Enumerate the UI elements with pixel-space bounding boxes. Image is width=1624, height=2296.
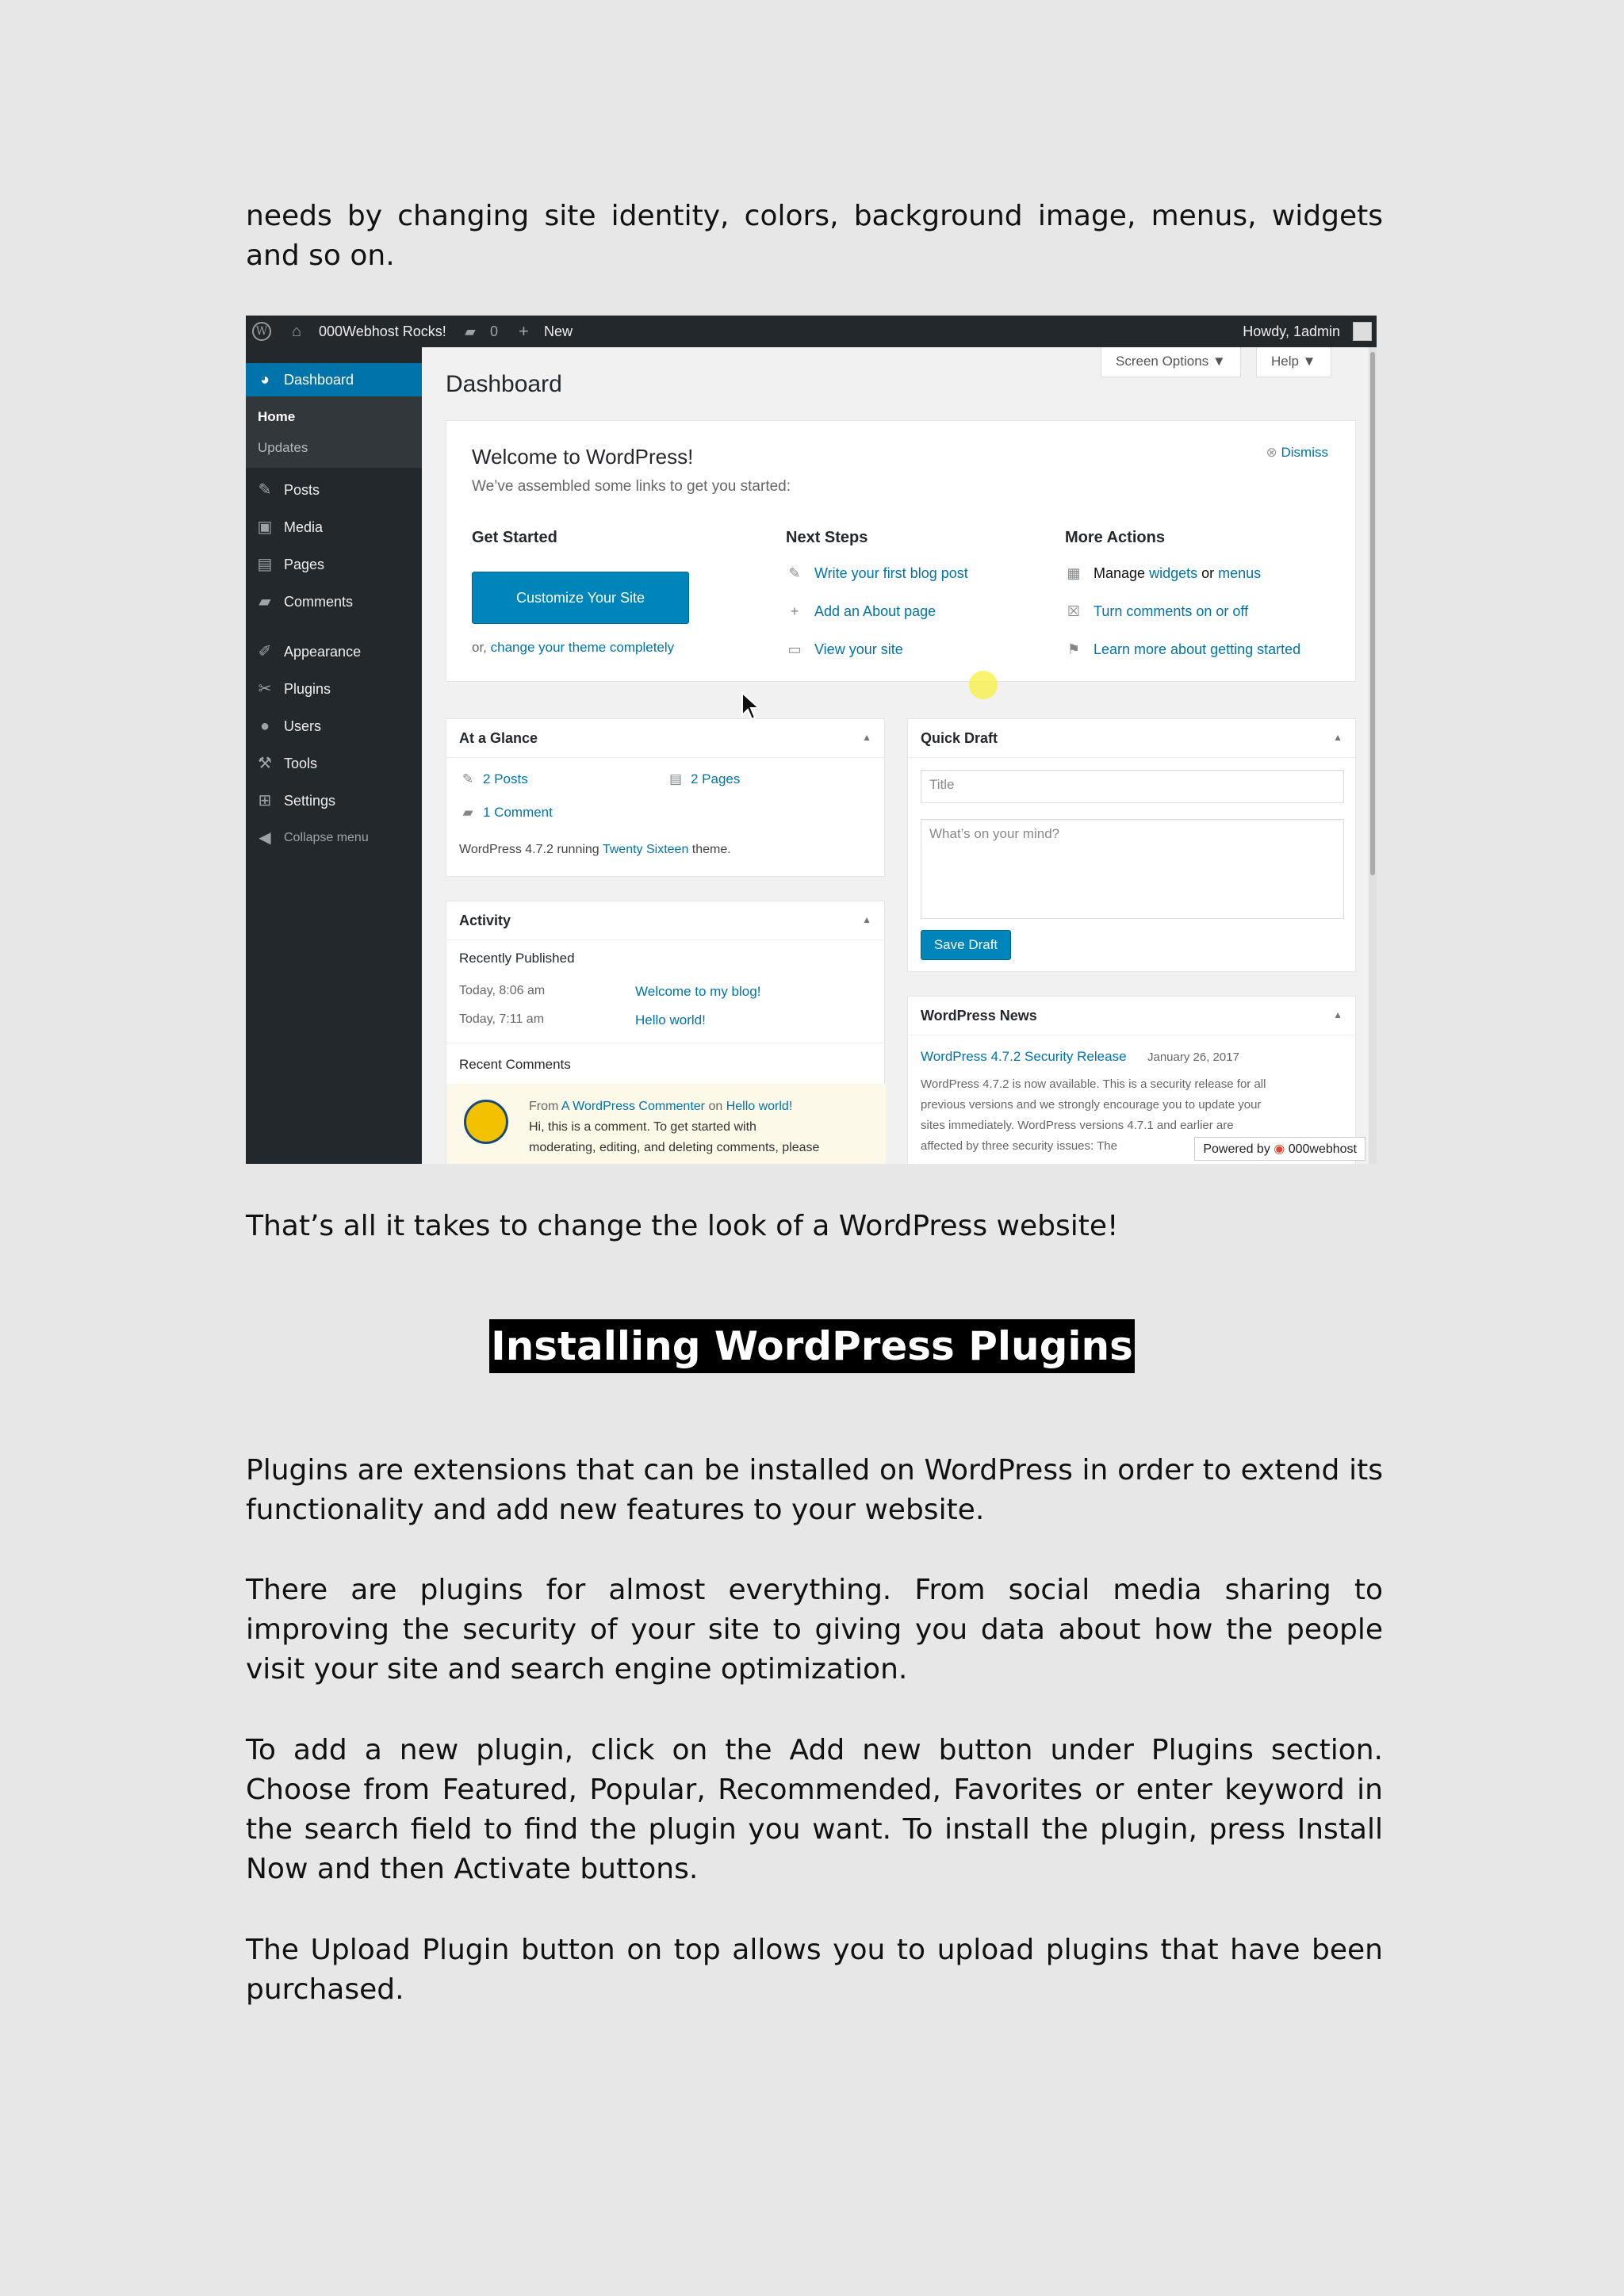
admin-bar	[246, 316, 1377, 347]
avatar[interactable]	[1353, 322, 1372, 341]
wordpress-dashboard-screenshot	[246, 316, 1377, 1164]
theme-link[interactable]: Twenty Sixteen	[602, 843, 689, 856]
comment-post-link[interactable]: Hello world!	[726, 1100, 793, 1113]
customize-site-button[interactable]: Customize Your Site	[472, 572, 689, 624]
body-paragraph: To add a new plugin, click on the Add new button under Plugins section. Choose from Featured, Popular, Recommended, Favorites or enter keyword in the search field to find the plugin you want. To install the plugin, press Install Now and then Activate buttons.	[246, 1734, 1383, 1885]
sidebar-item-comments[interactable]: ▰ Comments	[246, 587, 422, 616]
welcome-panel	[446, 420, 1356, 682]
site-name-link[interactable]: 000Webhost Rocks!	[319, 323, 446, 339]
next-steps-heading: Next Steps	[786, 529, 868, 546]
write-post-link[interactable]: ✎ Write your first blog post	[786, 565, 968, 582]
panel-toggle-icon[interactable]: ▲	[862, 732, 871, 743]
intro-paragraph: needs by changing site identity, colors, background image, menus, widgets and so on.	[246, 200, 1383, 272]
page-title: Dashboard	[446, 371, 562, 397]
pin-icon: ✎	[462, 771, 474, 786]
quick-draft-panel	[907, 718, 1356, 972]
home-icon[interactable]: ⌂	[292, 323, 302, 340]
pages-icon: ▤	[668, 771, 683, 786]
plug-icon: ✂	[258, 680, 272, 698]
sidebar-item-pages[interactable]: ▤ Pages	[246, 550, 422, 579]
plus-icon[interactable]: +	[519, 321, 529, 341]
mouse-cursor-icon	[741, 691, 761, 721]
plus-icon: +	[790, 603, 799, 619]
panel-toggle-icon[interactable]: ▲	[1333, 732, 1342, 743]
close-icon: ⊗	[1266, 445, 1277, 460]
panel-toggle-icon[interactable]: ▲	[1333, 1009, 1342, 1020]
news-excerpt: sites immediately. WordPress versions 4.7.1 and earlier are	[921, 1119, 1234, 1132]
pages-icon: ▤	[257, 556, 273, 573]
save-draft-button[interactable]: Save Draft	[921, 930, 1011, 960]
comment-count[interactable]: 0	[490, 323, 499, 339]
comment-icon: ▰	[259, 593, 271, 610]
flame-icon: ◉	[1274, 1142, 1285, 1156]
sidebar-item-posts[interactable]: ✎ Posts	[246, 476, 422, 504]
news-headline-link[interactable]: WordPress 4.7.2 Security Release	[921, 1049, 1127, 1064]
comment-text: Hi, this is a comment. To get started with	[529, 1120, 756, 1134]
recently-published-heading: Recently Published	[459, 951, 575, 966]
dashboard-submenu	[246, 396, 422, 468]
more-actions-heading: More Actions	[1065, 529, 1165, 546]
dashboard-icon: ◕	[259, 371, 270, 388]
comments-count-link[interactable]: ▰ 1 Comment	[459, 805, 553, 821]
pages-count-link[interactable]: ▤ 2 Pages	[667, 771, 740, 787]
panel-toggle-icon[interactable]: ▲	[862, 914, 871, 925]
new-link[interactable]: New	[544, 323, 573, 339]
get-started-heading: Get Started	[472, 529, 557, 546]
dismiss-link[interactable]: ⊗ Dismiss	[1266, 445, 1328, 460]
sidebar-item-plugins[interactable]: ✂ Plugins	[246, 675, 422, 703]
body-paragraph: There are plugins for almost everything. From social media sharing to improving the security of your site to giving you data about how the people visit your site and search engine optimization.	[246, 1574, 1383, 1686]
add-about-link[interactable]: + Add an About page	[786, 603, 936, 620]
monitor-icon: ▭	[787, 641, 802, 657]
sidebar-item-settings[interactable]: ⊞ Settings	[246, 786, 422, 815]
brush-icon: ✐	[258, 643, 272, 660]
widgets-link[interactable]: widgets	[1149, 565, 1198, 581]
screen-options-button[interactable]: Screen Options ▼	[1101, 347, 1241, 377]
comment-off-icon: ☒	[1067, 603, 1081, 619]
powered-by-badge: Powered by ◉ 000webhost	[1194, 1137, 1365, 1161]
cursor-highlight	[969, 671, 998, 699]
activity-date: Today, 8:06 am	[459, 984, 546, 997]
draft-content-input[interactable]: What’s on your mind?	[921, 819, 1344, 919]
posts-count-link[interactable]: ✎ 2 Posts	[459, 771, 528, 787]
main-content	[422, 347, 1377, 1164]
pin-icon: ✎	[258, 481, 272, 499]
help-button[interactable]: Help ▼	[1256, 347, 1331, 377]
activity-post-link[interactable]: Hello world!	[635, 1012, 706, 1027]
version-line: WordPress 4.7.2 running Twenty Sixteen theme.	[459, 843, 731, 856]
powered-brand: 000webhost	[1288, 1142, 1357, 1156]
widgets-icon: ▦	[1067, 565, 1081, 581]
collapse-menu-button[interactable]: ◀ Collapse menu	[246, 824, 422, 852]
draft-title-input[interactable]: Title	[921, 770, 1344, 803]
recent-comments-heading: Recent Comments	[459, 1057, 571, 1072]
activity-panel	[446, 901, 885, 1164]
news-excerpt: previous versions and we strongly encourage you to update your	[921, 1098, 1262, 1112]
admin-sidebar	[246, 347, 422, 1164]
activity-date: Today, 7:11 am	[459, 1012, 545, 1026]
sidebar-item-users[interactable]: ● Users	[246, 712, 422, 740]
comment-icon: ▰	[462, 805, 473, 820]
body-paragraph: Plugins are extensions that can be installed on WordPress in order to extend its functionality and add new features to your website.	[246, 1454, 1383, 1526]
graduation-cap-icon: ⚑	[1067, 641, 1081, 657]
commenter-link[interactable]: A WordPress Commenter	[561, 1100, 705, 1113]
news-excerpt: WordPress 4.7.2 is now available. This is a security release for all	[921, 1077, 1266, 1091]
submenu-updates[interactable]: Updates	[258, 440, 308, 455]
wordpress-logo-icon[interactable]: W	[252, 322, 271, 341]
sidebar-item-appearance[interactable]: ✐ Appearance	[246, 637, 422, 666]
commenter-avatar	[464, 1100, 508, 1144]
section-heading: Installing WordPress Plugins	[489, 1319, 1135, 1373]
media-icon: ▣	[257, 519, 273, 536]
sidebar-item-dashboard[interactable]: ◕ Dashboard	[246, 363, 422, 396]
news-excerpt: affected by three security issues: The	[921, 1139, 1117, 1153]
quick-draft-title: Quick Draft	[921, 730, 998, 746]
activity-post-link[interactable]: Welcome to my blog!	[635, 984, 761, 999]
view-site-link[interactable]: ▭ View your site	[786, 641, 903, 658]
at-a-glance-title: At a Glance	[459, 730, 538, 746]
manage-widgets-line: ▦ Manage widgets or menus	[1065, 565, 1261, 582]
after-screenshot-paragraph: That’s all it takes to change the look of a WordPress website!	[246, 1210, 1119, 1242]
collapse-icon: ◀	[259, 829, 271, 847]
section-heading-wrap	[0, 1319, 1624, 1373]
welcome-subtitle: We’ve assembled some links to get you started:	[472, 478, 791, 495]
howdy-user[interactable]: Howdy, 1admin	[1243, 323, 1340, 339]
comment-bubble-icon[interactable]: ▰	[465, 323, 476, 339]
change-theme-line: or, change your theme completely	[472, 640, 675, 655]
wrench-icon: ⚒	[258, 755, 272, 772]
change-theme-link[interactable]: change your theme completely	[490, 640, 675, 655]
scrollbar-thumb[interactable]	[1370, 352, 1375, 875]
at-a-glance-panel	[446, 718, 885, 877]
learn-more-link[interactable]: ⚑ Learn more about getting started	[1065, 641, 1300, 658]
body-paragraph: The Upload Plugin button on top allows you to upload plugins that have been purchased.	[246, 1934, 1383, 2006]
edit-icon: ✎	[788, 565, 801, 581]
sidebar-item-media[interactable]: ▣ Media	[246, 513, 422, 541]
news-date: January 26, 2017	[1147, 1050, 1239, 1064]
activity-title: Activity	[459, 913, 511, 928]
submenu-home[interactable]: Home	[258, 409, 296, 424]
news-title: WordPress News	[921, 1008, 1037, 1024]
welcome-title: Welcome to WordPress!	[472, 445, 694, 469]
toggle-comments-link[interactable]: ☒ Turn comments on or off	[1065, 603, 1248, 620]
user-icon: ●	[259, 718, 270, 735]
comment-meta: From A WordPress Commenter on Hello world!	[529, 1100, 793, 1113]
comment-text: moderating, editing, and deleting comments, please	[529, 1141, 820, 1154]
settings-icon: ⊞	[258, 792, 272, 809]
sidebar-item-tools[interactable]: ⚒ Tools	[246, 749, 422, 778]
menus-link[interactable]: menus	[1218, 565, 1262, 581]
